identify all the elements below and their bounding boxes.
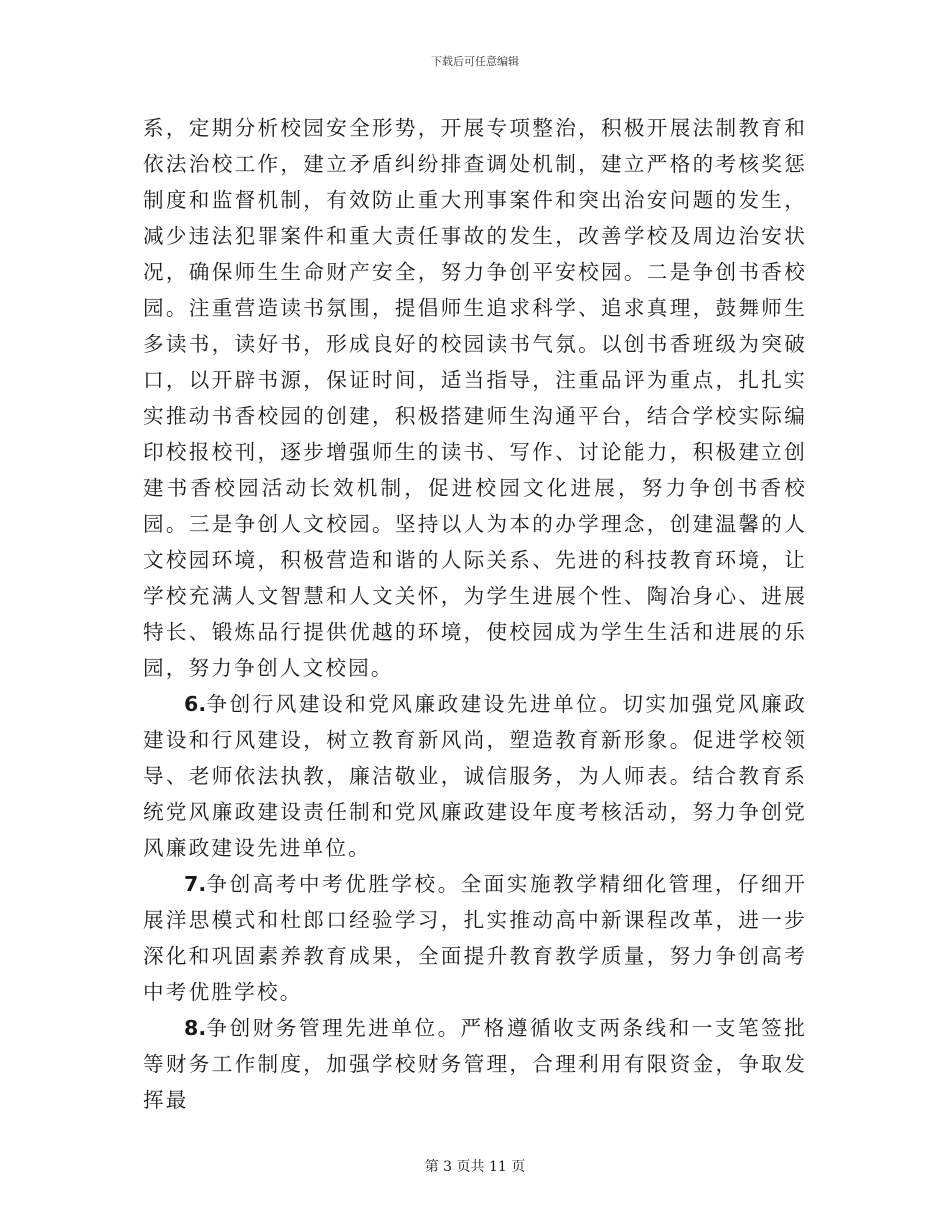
paragraph-text: 争创财务管理先进单位。严格遵循收支两条线和一支笔签批等财务工作制度，加强学校财务管理，合理利用有限资金，争取发挥最 bbox=[143, 1016, 807, 1112]
page-footer: 第 3 页共 11 页 bbox=[424, 1159, 526, 1175]
paragraph-text: 争创行风建设和党风廉政建设先进单位。切实加强党风廉政建设和行风建设，树立教育新风尚，塑造教育新形象。促进学校领导、老师依法执教，廉洁敬业，诚信服务，为人师表。结合教育系统党风廉政建设责任制和党风廉政建设年度考核活动，努力争创党风廉政建设先进单位。 bbox=[143, 692, 807, 860]
paragraph-text: 系，定期分析校园安全形势，开展专项整治，积极开展法制教育和依法治校工作，建立矛盾纠纷排查调处机制，建立严格的考核奖惩制度和监督机制，有效防止重大刑事案件和突出治安问题的发生，减少违法犯罪案件和重大责任事故的发生，改善学校及周边治安状况，确保师生生命财产安全，努力争创平安校园。二是争创书香校园。注重营造读书氛围，提倡师生追求科学、追求真理，鼓舞师生多读书，读好书，形成良好的校园读书气氛。以创书香班级为突破口，以开辟书源，保证时间，适当指导，注重品评为重点，扎扎实实推动书香校园的创建，积极搭建师生沟通平台，结合学校实际编印校报校刊，逐步增强师生的读书、写作、讨论能力，积极建立创建书香校园活动长效机制，促进校园文化进展，努力争创书香校园。三是争创人文校园。坚持以人为本的办学理念，创建温馨的人文校园环境，积极营造和谐的人际关系、先进的科技教育环境，让学校充满人文智慧和人文关怀，为学生进展个性、陶冶身心、进展特长、锻炼品行提供优越的环境，使校园成为学生生活和进展的乐园，努力争创人文校园。 bbox=[143, 116, 807, 680]
document-body bbox=[143, 110, 807, 1118]
paragraph-item-8 bbox=[143, 1010, 807, 1118]
item-number: 7. bbox=[184, 872, 207, 896]
paragraph-continued bbox=[143, 110, 807, 686]
header-note: 下载后可任意编辑 bbox=[431, 55, 519, 68]
paragraph-item-6 bbox=[143, 686, 807, 866]
paragraph-item-7 bbox=[143, 866, 807, 1010]
paragraph-text: 争创高考中考优胜学校。全面实施教学精细化管理，仔细开展洋思模式和杜郎口经验学习，扎实推动高中新课程改革，进一步深化和巩固素养教育成果，全面提升教育教学质量，努力争创高考中考优胜学校。 bbox=[143, 872, 807, 1004]
item-number: 8. bbox=[184, 1016, 207, 1040]
item-number: 6. bbox=[184, 692, 207, 716]
